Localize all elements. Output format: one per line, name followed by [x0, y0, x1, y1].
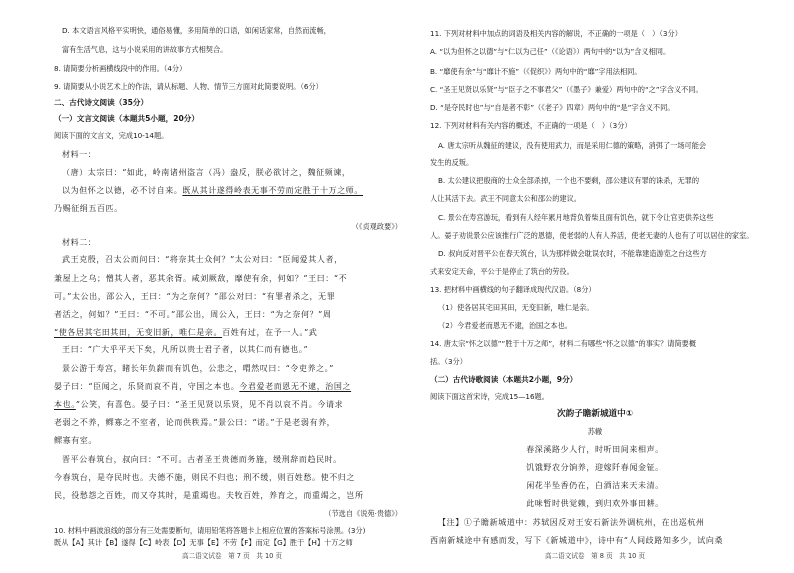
right-text-line: 此味暂时供觉赖，到归欢外事田耕。 [526, 499, 664, 508]
right-text-line: 12. 下列对材料有关内容的概述，不正确的一项是（ ）（3分） [430, 121, 632, 130]
right-text-line: B. “靡使有余”与“靡计不施”（《促织》）两句中的“靡”字用法相同。 [430, 67, 642, 76]
left-text-line: D. 本文语言风格平实明快，通俗易懂，多用简单的口语，如闲话家常，自然而流畅， [62, 26, 331, 35]
left-text-line: 10. 材料中画波浪线的部分有三处需要断句，请用铅笔将答题卡上相应位置的答案标号涂黑。(3分) [54, 526, 366, 535]
left-text-line: 本也。”公笑，有喜色。晏子曰：“圣王见贤以乐贤，见不肖以哀不肖。今请求 [54, 400, 344, 409]
left-text-line: （唐）太宗曰：“如此，岭南诸州盗言（冯）盎反，朕必欲讨之，魏征频谏， [62, 168, 351, 177]
right-text-line: 发生的反叛。 [430, 158, 474, 167]
left-text-line: 二、古代诗文阅读（35分） [54, 98, 149, 107]
left-text-line: 今春筑台，是夺民时也。夫德不施，则民不归也；刑不缓，则百姓愁。使不归之 [54, 473, 355, 482]
left-page-footer: 高二语文试卷 第 7 页 共 10 页 [181, 552, 283, 560]
left-page [54, 0, 402, 573]
underlined-sentence: 今君爱老而恩无不逮，治国之 [239, 382, 352, 391]
left-text-line: 阅读下面的文言文，完成10-14题。 [54, 131, 169, 140]
underlined-sentence: “使各居其宅田其田，无变旧新，唯仁是亲。 [54, 328, 223, 337]
right-text-line: C. “圣王见贤以乐贤”与“臣子之不事君父”（《墨子》兼爱）两句中的“之”字含义不同。 [430, 85, 703, 94]
left-text-line: （一）文言文阅读（本题共5小题，20分） [54, 114, 199, 123]
left-text-line: 鳏寡有室。 [54, 436, 97, 445]
left-text-line: 兼屋上之乌；憎其人者，恶其余胥。咸刘厥敌，靡使有余，何如？”王曰：“不 [54, 274, 348, 283]
left-text-line: （《贞观政要》） [351, 222, 402, 231]
left-text-line: （节选自《说苑·贵德》） [324, 509, 402, 518]
left-text-line: 老弱之不养，鳏寡之不室者，论而供秩焉。”景公曰：“诺。”于是老弱有养， [54, 418, 336, 427]
right-text-line: 人。晏子劝说景公应该推行广泛的恩德，使老弱的人有人养活，使老无妻的人也有了可以居住的家室。 [430, 231, 754, 240]
right-text-line: 14. 唐太宗“怀之以德”“胜于十万之师”，材料二有哪些“怀之以德”的事实？请简要概 [430, 339, 697, 348]
left-text-line: “使各居其宅田其田，无变旧新，唯仁是亲。百姓有过，在予一人。”武 [54, 328, 318, 337]
right-text-line: A. “以为但怀之以德”与“仁以为己任”（《论语》）两句中的“以为”含义相同。 [430, 47, 671, 56]
right-text-line: 闲花半坠香仍在，白酒沽来天未清。 [526, 481, 664, 490]
left-text-line: 9. 请简要从小说艺术上的作法，请从标题、人物、情节三方面对此简要说明。（6分） [54, 82, 323, 91]
right-page-footer: 高二语文试卷 第 8 页 共 10 页 [544, 552, 646, 560]
right-text-line: （二）古代诗歌阅读（本题共2小题，9分） [430, 375, 578, 384]
right-text-line: D. “是夺民时也”与“自是者不彰”（《老子》四章）两句中的“是”字含义不同。 [430, 103, 675, 112]
left-text-line: 既从【A】其计【B】遂得【C】岭表【D】无事【E】不劳【F】而定【G】胜于【H】十万之师 [54, 538, 353, 547]
left-text-line: 以为但怀之以德，必不讨自来。既从其计遂得岭表无事不劳而定胜于十万之师。 [62, 186, 364, 195]
right-text-line: C. 景公在寿宫游玩，看到有人经年累月地背负着柴且面有饥色，就下令让官吏供养这些 [438, 213, 714, 222]
left-text-line: 者活之，何如？”王曰：“不可。”邵公出，周公入，王曰：“为之奈何？”周 [54, 310, 332, 319]
right-text-line: D. 叔向反对晋平公在春天筑台，认为那样做会耽误农时，不能靠建造游览之台这些方 [438, 249, 707, 258]
left-text-line: 武王克殷，召太公而问曰：“将奈其士众何？”太公对曰：“臣闻爱其人者， [62, 255, 343, 264]
left-text-line: 景公游于寿宫，睹长年负薪而有饥色，公悲之，喟然叹曰：“令吏养之。” [62, 364, 334, 373]
left-text-line: 民，役愁怨之百姓，而又夺其时，是重竭也。夫牧百姓，养育之，而重竭之，岂所 [54, 491, 364, 500]
left-text-line: 材料二： [62, 238, 97, 247]
right-text-line: A. 唐太宗听从魏征的建议，没有使用武力，而是采用仁德的策略，消弭了一场可能会 [438, 141, 707, 150]
right-text-line: 阅读下面这首宋诗，完成15—16题。 [430, 392, 549, 401]
right-text-line: 人让其活下去。武王不同意太公和邵公的建议。 [430, 194, 581, 203]
right-text-line: 西南新城途中有感而发，写下《新城道中》，诗中有“人间歧路知多少，试向桑 [430, 536, 724, 545]
right-text-line: 苏辙 [587, 427, 603, 436]
underlined-sentence: 既从其计遂得岭表无事不劳而定胜于十万之师。 [182, 186, 364, 195]
right-text-line: 饥饿野农分饷养，迎嫁阡春闻金钲。 [526, 463, 664, 472]
left-text-line: 8. 请简要分析画横线段中的作用。（4分） [54, 64, 187, 73]
right-text-line: 11. 下列对材料中加点的词语及相关内容的解说，不正确的一项是（ ）（3分） [430, 29, 682, 38]
left-text-line: 材料一： [62, 150, 97, 159]
right-text-line: B. 太公建议把殷商的士众全部杀掉，一个也不要剩，邵公建议有罪的诛杀，无罪的 [438, 176, 700, 185]
right-text-line: 次韵子瞻新城道中① [556, 409, 634, 419]
right-text-line: （1）使各居其宅田其田，无变旧新，唯仁是亲。 [438, 303, 594, 312]
right-text-line: 春深溪路少人行，时听田间来相声。 [526, 445, 664, 454]
right-text-line: 【注】①子瞻新城道中：苏轼因反对王安石新法外调杭州，在出巡杭州 [438, 518, 705, 527]
right-text-line: 括。（3分） [430, 357, 467, 366]
left-text-line: 晏子曰：“臣闻之，乐贤而哀不肖，守国之本也。今君爱老而恩无不逮，治国之 [54, 382, 352, 391]
right-text-line: 13. 把材料中画横线的句子翻译成现代汉语。（8分） [430, 285, 596, 294]
underlined-sentence: 本也。 [54, 400, 76, 409]
left-text-line: 晋平公春筑台，叔向曰：“不可。古者圣王贵德而务施，缓刑辞而趋民时。 [62, 455, 342, 464]
right-text-line: （2）今君爱老而恩无不逮，治国之本也。 [438, 321, 572, 330]
left-text-line: 富有生活气息，这与小说采用的讲故事方式相契合。 [62, 45, 228, 54]
right-text-line: 式来安定天命，平公于是停止了筑台的劳役。 [430, 267, 574, 276]
left-text-line: 可。”太公出，邵公入，王曰：“为之奈何？”邵公对曰：“有罪者杀之，无罪 [54, 292, 336, 301]
right-page [430, 0, 760, 573]
left-text-line: 乃赐征绢五百匹。 [54, 204, 123, 213]
left-text-line: 王曰：“广大乎平天下矣，凡所以贵士君子者，以其仁而有德也。” [62, 345, 309, 354]
